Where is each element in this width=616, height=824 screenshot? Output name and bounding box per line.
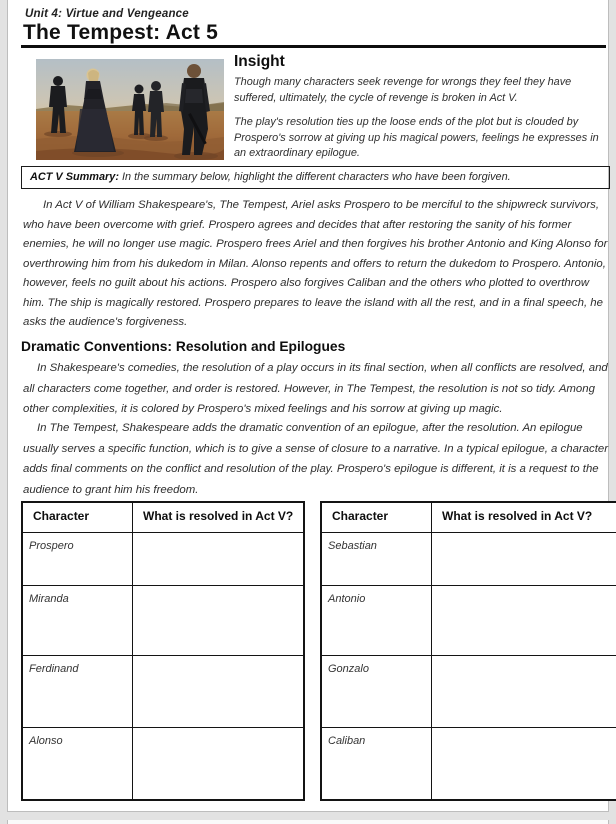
answer-cell-prospero[interactable] [132,532,303,585]
character-cell-antonio: Antonio [322,585,431,655]
answer-cell-gonzalo[interactable] [431,655,616,727]
character-cell-gonzalo: Gonzalo [322,655,431,727]
act-v-summary-text[interactable]: In Act V of William Shakespeare's, The Tempest, Ariel asks Prospero to be merciful to the shipwreck survivors, who have been overcome with grief. Prospero agrees and decides that after restoring the sanity of his former enemies, he will no longer use magic. Prospero frees Ariel and then forgives his brother Antonio and King Alonso for overthrowing him from his dukedom in Milan. Alonso repents and offers to return the dukedom to Prospero. Antonio, however, feels no guilt about his actions. Prospero also forgives Caliban and the others who plotted to overthrow him. The ship is magically restored. Prospero prepares to leave the island with all the rest, and in a final speech, he asks the audience's forgiveness. [23,199,608,328]
answer-cell-alonso[interactable] [132,727,303,799]
summary-box-instruction: In the summary below, highlight the different characters who have been forgiven. [122,171,511,183]
character-table-left [21,501,305,801]
character-cell-sebastian: Sebastian [322,532,431,585]
dramatic-conventions-paragraph-2: In The Tempest, Shakespeare adds the dramatic convention of an epilogue, after the resolution. An epilogue usually serves a specific function, which is to give a sense of closure to a narrative. In a typical epilogue, a character adds final comments on the conflict and resolution of the play. Prospero's epilogue is different, it is a request to the audience to grant him his freedom. [23,422,609,496]
dramatic-conventions-paragraph-1: In Shakespeare's comedies, the resolution of a play occurs in its final section, when all conflicts are resolved, and all characters come together, and order is restored. However, in The Tempest, the resolution is not so tidy. Among other complexities, it is colored by Prospero's mixed feelings and his sorrow at giving up magic. [23,362,608,416]
page-title: The Tempest: Act 5 [23,21,218,44]
left-header-character: Character [33,509,90,523]
next-page-edge [7,820,609,824]
act-v-summary-instruction-box [21,166,610,189]
character-cell-caliban: Caliban [322,727,431,799]
answer-cell-miranda[interactable] [132,585,303,655]
insight-section [234,53,612,171]
insight-paragraph-2: The play's resolution ties up the loose ends of the plot but is clouded by Prospero's sorrow at giving up his magical powers, feelings he expresses in an extraordinary epilogue. [234,116,599,159]
right-header-character: Character [332,509,389,523]
title-divider [21,45,606,48]
insight-heading: Insight [234,53,285,70]
answer-cell-antonio[interactable] [431,585,616,655]
tempest-movie-still [36,59,224,160]
character-cell-prospero: Prospero [23,532,132,585]
insight-paragraph-1: Though many characters seek revenge for wrongs they feel they have suffered, ultimately, the cycle of revenge is broken in Act V. [234,76,572,104]
dramatic-conventions-heading: Dramatic Conventions: Resolution and Epilogues [21,339,346,354]
worksheet-page [7,0,609,812]
summary-box-label: ACT V Summary: [30,171,119,183]
answer-cell-caliban[interactable] [431,727,616,799]
character-cell-alonso: Alonso [23,727,132,799]
character-cell-miranda: Miranda [23,585,132,655]
tempest-movie-still-graphic [36,59,224,160]
unit-label: Unit 4: Virtue and Vengeance [25,8,189,20]
right-header-resolved: What is resolved in Act V? [431,503,616,532]
answer-cell-ferdinand[interactable] [132,655,303,727]
left-header-resolved: What is resolved in Act V? [132,503,303,532]
character-table-right [320,501,616,801]
character-cell-ferdinand: Ferdinand [23,655,132,727]
answer-cell-sebastian[interactable] [431,532,616,585]
